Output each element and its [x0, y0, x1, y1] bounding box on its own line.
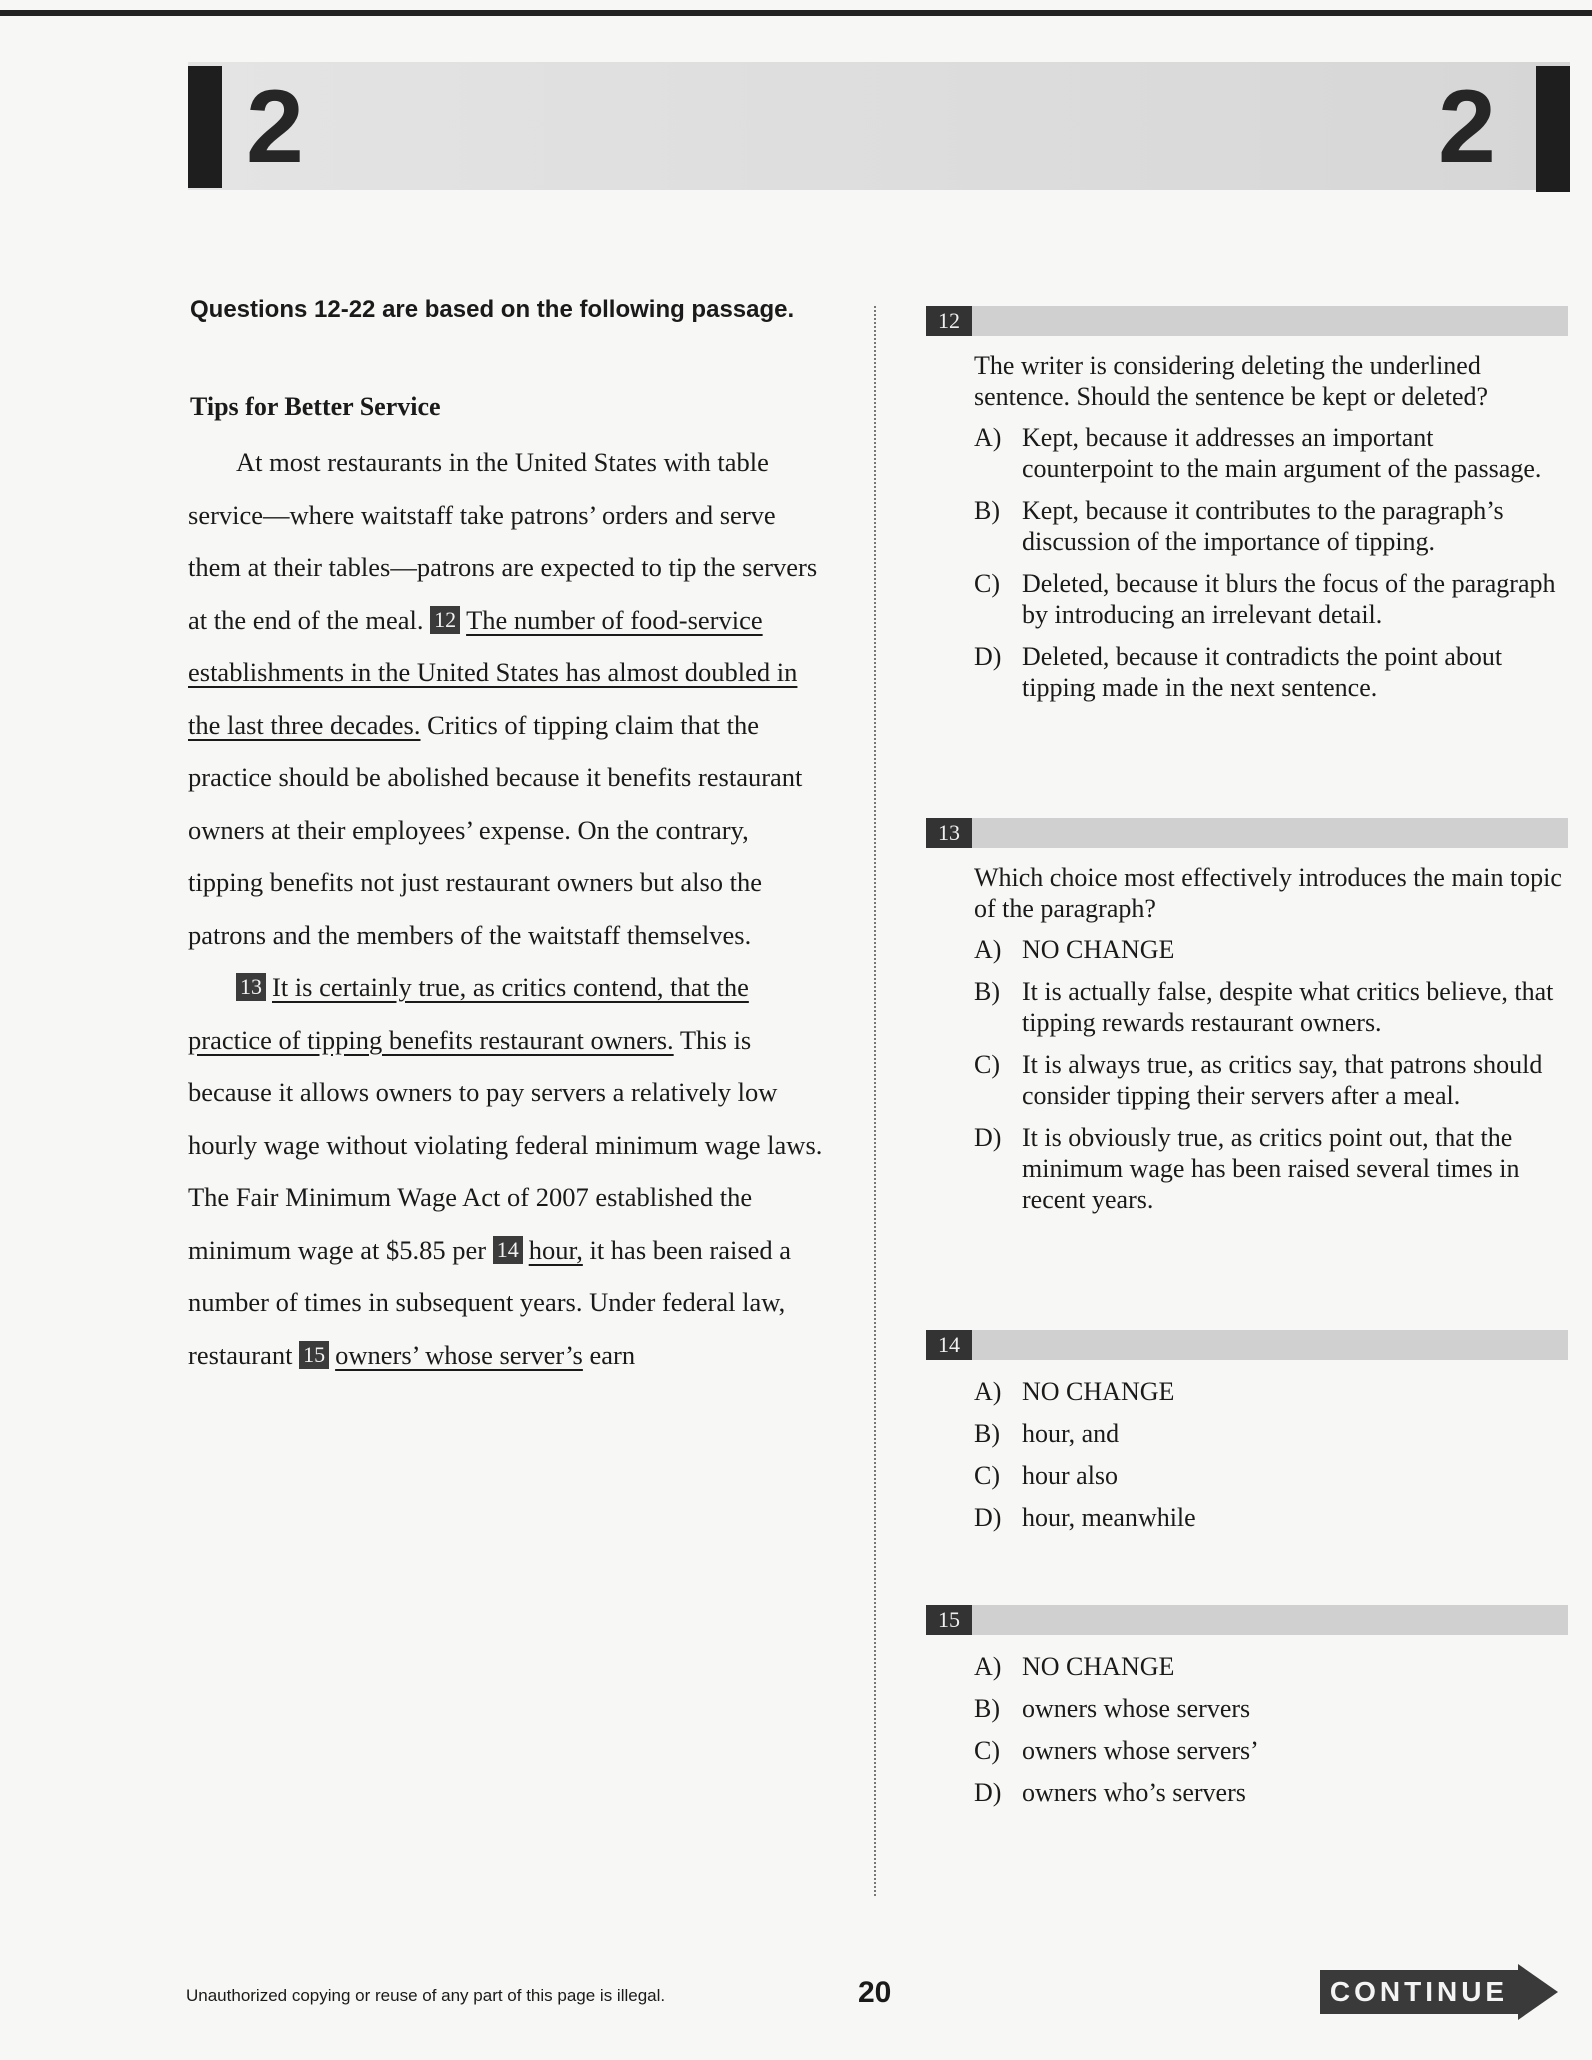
choice-text: Kept, because it addresses an important counterpoint to the main argument of the passage.: [1022, 423, 1542, 483]
passage-body: [188, 436, 828, 1381]
choice-text: It is always true, as critics say, that patrons should consider tipping their servers after a meal.: [1022, 1050, 1543, 1110]
question-number: 14: [926, 1330, 972, 1360]
page-number: 20: [858, 1976, 892, 2009]
choice-text: NO CHANGE: [1022, 935, 1175, 964]
choice-c[interactable]: [974, 1049, 1568, 1111]
answer-choices: [974, 1651, 1568, 1808]
underlined-sentence-13: It is certainly true, as critics contend, that the practice of tipping benefits restaurant owners.: [188, 972, 749, 1055]
column-divider: [874, 306, 876, 1896]
question-marker-15: 15: [299, 1341, 329, 1369]
question-marker-14: 14: [493, 1236, 523, 1264]
choice-text: hour also: [1022, 1461, 1119, 1490]
choice-b[interactable]: [974, 495, 1568, 557]
question-number: 13: [926, 818, 972, 848]
choice-text: NO CHANGE: [1022, 1652, 1175, 1681]
choice-text: owners whose servers: [1022, 1694, 1251, 1723]
passage-text: This is because it allows owners to pay servers a relatively low hourly wage without violating federal minimum wage laws. The Fair Minimum Wage Act of 2007 established the minimum wage at $5.85 per: [188, 1024, 823, 1265]
question-number: 12: [926, 306, 972, 336]
choice-c[interactable]: [974, 1735, 1568, 1766]
copyright-notice: Unauthorized copying or reuse of any part of this page is illegal.: [186, 1986, 666, 2005]
choice-text: hour, meanwhile: [1022, 1503, 1196, 1532]
passage-title: Tips for Better Service: [190, 392, 441, 421]
continue-arrow-icon: [1518, 1964, 1558, 2020]
choice-text: Deleted, because it blurs the focus of the paragraph by introducing an irrelevant detail.: [1022, 569, 1556, 629]
question-14: [926, 1330, 1568, 1544]
choice-letter: A): [974, 1652, 1002, 1681]
section-banner: [188, 62, 1570, 190]
choice-text: It is actually false, despite what critics believe, that tipping rewards restaurant owners.: [1022, 977, 1554, 1037]
choice-letter: D): [974, 1503, 1002, 1532]
answer-choices: [974, 1376, 1568, 1533]
passage-text: earn: [589, 1339, 636, 1370]
question-header: [926, 306, 1568, 336]
passage-text: Critics of tipping claim that the practice should be abolished because it benefits restaurant owners at their employees’ expense. On the contrary, tipping benefits not just restaurant owners but also the patrons and the members of the waitstaff themselves.: [188, 709, 803, 950]
choice-text: owners whose servers’: [1022, 1736, 1259, 1765]
choice-a[interactable]: [974, 1651, 1568, 1682]
choice-letter: C): [974, 1736, 1000, 1765]
passage-text: At most restaurants in the United States with table service—where waitstaff take patrons’ orders and serve them at their tables—patrons are expected to tip the servers at the end of the meal.: [188, 447, 818, 635]
choice-text: hour, and: [1022, 1419, 1120, 1448]
choice-letter: C): [974, 1050, 1000, 1079]
choice-letter: D): [974, 642, 1002, 671]
answer-choices: [974, 934, 1568, 1215]
question-marker-13: 13: [236, 973, 266, 1001]
choice-letter: C): [974, 569, 1000, 598]
choice-d[interactable]: [974, 641, 1568, 703]
choice-a[interactable]: [974, 934, 1568, 965]
question-prompt: Which choice most effectively introduces the main topic of the paragraph?: [974, 863, 1562, 923]
question-12: [926, 306, 1568, 714]
choice-b[interactable]: [974, 1693, 1568, 1724]
question-header: [926, 818, 1568, 848]
top-rule: [0, 10, 1592, 16]
passage-paragraph-2: [188, 961, 828, 1381]
underlined-sentence-12: The number of food-service establishments in the United States has almost doubled in the last three decades.: [188, 604, 798, 740]
choice-letter: B): [974, 1694, 1000, 1723]
choice-letter: B): [974, 496, 1000, 525]
question-prompt: The writer is considering deleting the underlined sentence. Should the sentence be kept or deleted?: [974, 351, 1489, 411]
choice-d[interactable]: [974, 1777, 1568, 1808]
choice-letter: A): [974, 935, 1002, 964]
choice-c[interactable]: [974, 1460, 1568, 1491]
continue-button[interactable]: CONTINUE: [1320, 1970, 1518, 2014]
choice-letter: B): [974, 977, 1000, 1006]
choice-b[interactable]: [974, 976, 1568, 1038]
choice-letter: A): [974, 1377, 1002, 1406]
question-marker-12: 12: [430, 606, 460, 634]
underlined-phrase-14: hour,: [528, 1234, 583, 1265]
choice-letter: D): [974, 1123, 1002, 1152]
section-number-right: 2: [1438, 69, 1496, 185]
answer-choices: [974, 422, 1568, 703]
choice-a[interactable]: [974, 422, 1568, 484]
question-number: 15: [926, 1605, 972, 1635]
section-bar-right: [1536, 66, 1570, 192]
section-bar-left: [188, 66, 222, 188]
underlined-phrase-15: owners’ whose server’s: [335, 1339, 583, 1370]
choice-text: It is obviously true, as critics point out, that the minimum wage has been raised several times in recent years.: [1022, 1123, 1520, 1214]
questions-intro: Questions 12-22 are based on the following passage.: [190, 296, 795, 323]
passage-paragraph-1: [188, 436, 828, 961]
choice-letter: C): [974, 1461, 1000, 1490]
choice-text: NO CHANGE: [1022, 1377, 1175, 1406]
question-15: [926, 1605, 1568, 1819]
choice-c[interactable]: [974, 568, 1568, 630]
passage-text: it has been raised a number of times in subsequent years. Under federal law, restaurant: [188, 1234, 792, 1370]
choice-b[interactable]: [974, 1418, 1568, 1449]
question-header: [926, 1605, 1568, 1635]
section-number-left: 2: [246, 69, 304, 185]
choice-letter: D): [974, 1778, 1002, 1807]
choice-letter: B): [974, 1419, 1000, 1448]
question-13: [926, 818, 1568, 1226]
choice-text: Deleted, because it contradicts the point about tipping made in the next sentence.: [1022, 642, 1503, 702]
choice-text: owners who’s servers: [1022, 1778, 1246, 1807]
choice-d[interactable]: [974, 1502, 1568, 1533]
choice-letter: A): [974, 423, 1002, 452]
choice-a[interactable]: [974, 1376, 1568, 1407]
question-header: [926, 1330, 1568, 1360]
choice-d[interactable]: [974, 1122, 1568, 1215]
choice-text: Kept, because it contributes to the paragraph’s discussion of the importance of tipping.: [1022, 496, 1504, 556]
